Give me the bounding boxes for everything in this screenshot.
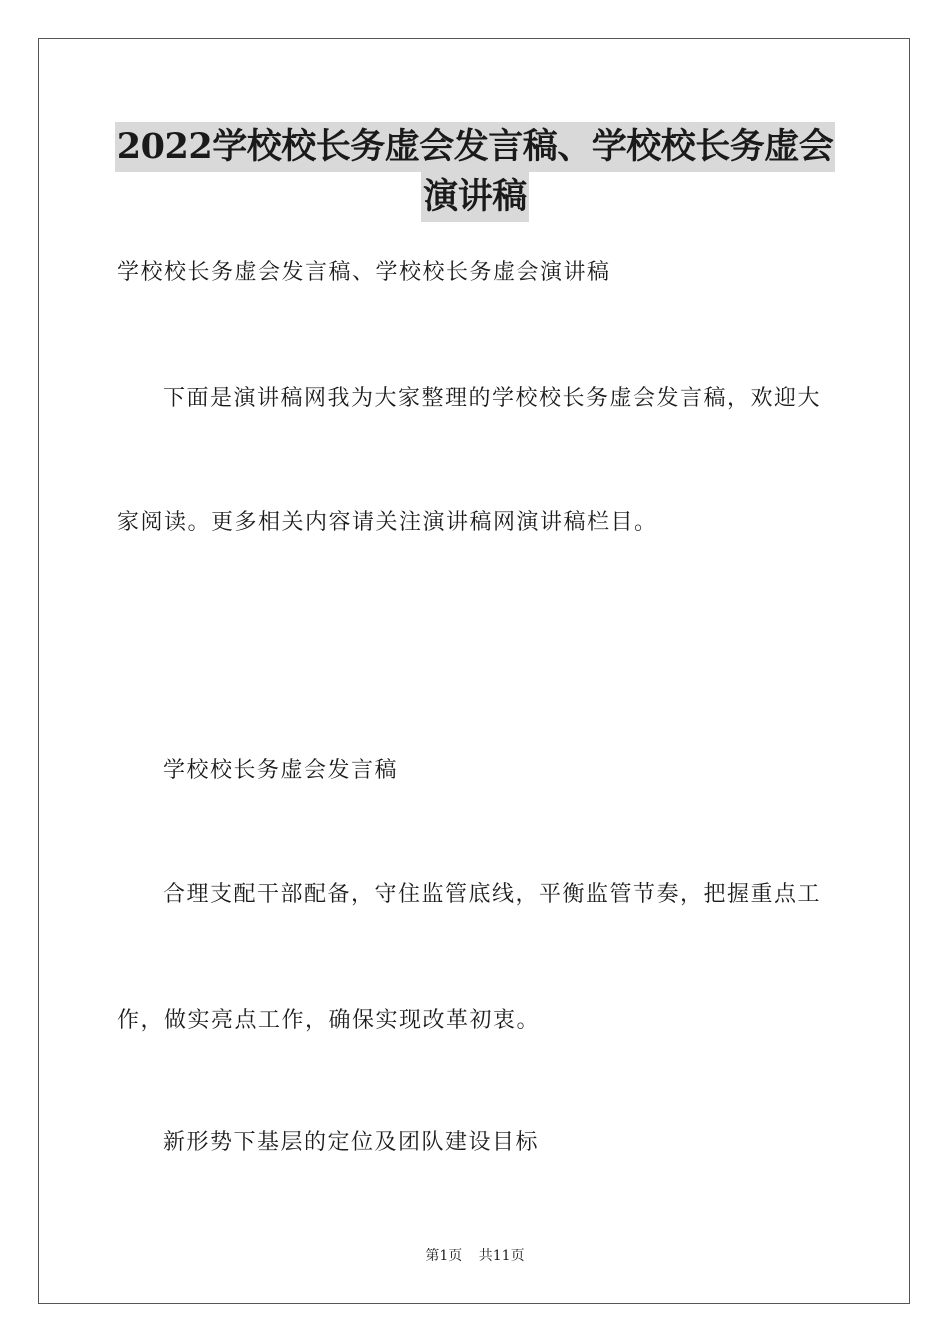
document-title [100,122,850,222]
subtitle-paragraph: 学校校长务虚会发言稿、学校校长务虚会演讲稿 [117,260,611,285]
section-heading: 学校校长务虚会发言稿 [163,758,399,783]
page-number: 第1页 [425,1248,463,1264]
page-total: 共11页 [478,1248,525,1264]
body-paragraph-line-1: 合理支配干部配备，守住监管底线，平衡监管节奏，把握重点工 [163,882,822,907]
intro-paragraph-line-2: 家阅读。更多相关内容请关注演讲稿网演讲稿栏目。 [117,510,658,535]
title-line-1: 2022学校校长务虚会发言稿、学校校长务虚会 [115,122,835,172]
intro-paragraph-line-1: 下面是演讲稿网我为大家整理的学校校长务虚会发言稿，欢迎大 [163,386,822,411]
subheading-paragraph: 新形势下基层的定位及团队建设目标 [163,1130,540,1155]
body-paragraph-line-2: 作，做实亮点工作，确保实现改革初衷。 [117,1008,541,1033]
title-line-2: 演讲稿 [421,172,529,222]
page-border [38,38,910,1304]
page-footer [0,1246,950,1266]
